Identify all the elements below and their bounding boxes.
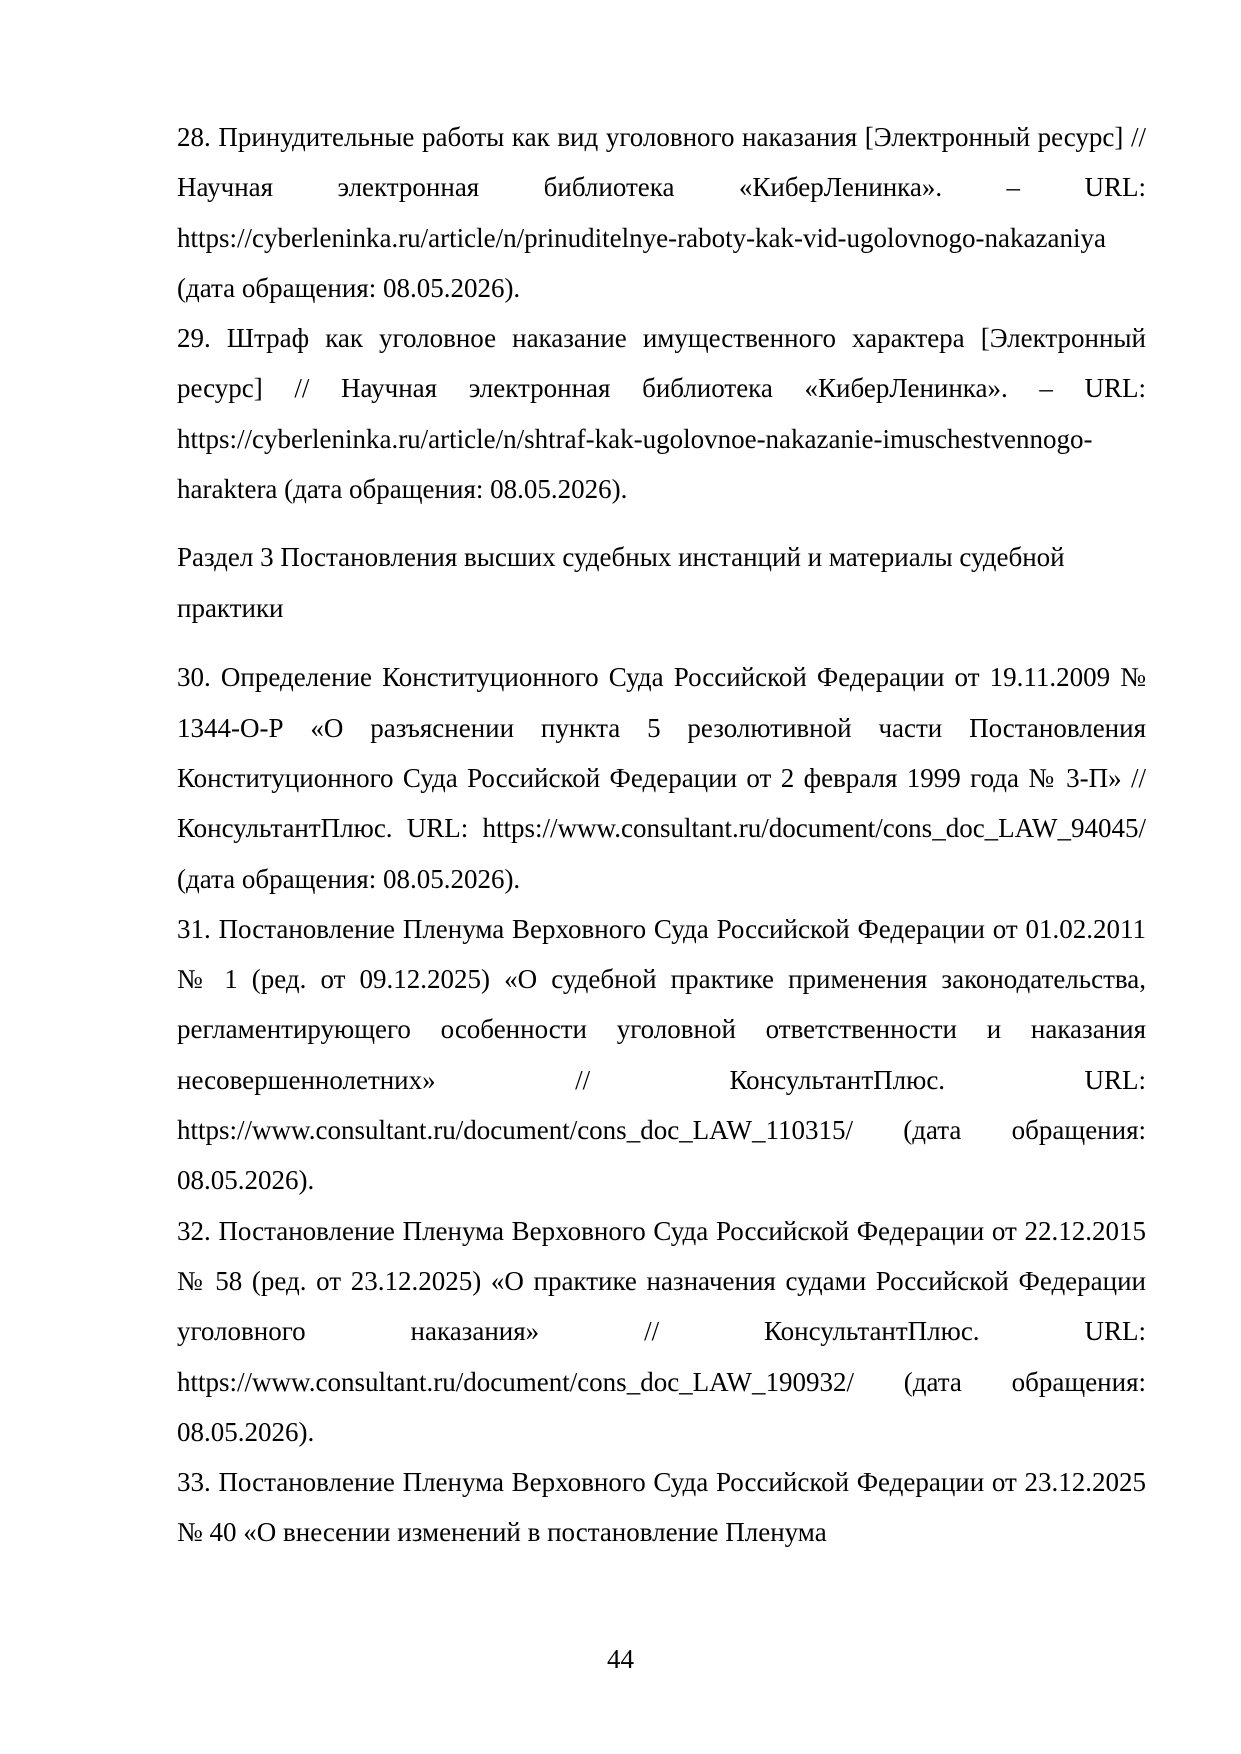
entry-number: 29. bbox=[177, 323, 211, 354]
entry-url: https://cyberleninka.ru/article/n/shtraf-kak-ugolovnoe-nakazanie-imuschestvennogo-haraktera bbox=[177, 423, 1093, 505]
entry-url: https://www.consultant.ru/document/cons_doc_LAW_94045/ bbox=[482, 813, 1146, 844]
entry-text: Постановление Пленума Верховного Суда Российской Федерации от 23.12.2025 № 40 «О внесении изменений в постановление Пленума bbox=[177, 1467, 1147, 1548]
entry-text: Определение Конституционного Суда Российской Федерации от 19.11.2009 № 1344-О-Р «О разъяснении пункта 5 резолютивной части Постановления Конституционного Суда Российской Федерации от 2 февраля 1999 года № 3-П» // КонсультантПлюс. URL: bbox=[177, 662, 1146, 844]
bibliography-entry-29 bbox=[177, 313, 1146, 514]
entry-text: Постановление Пленума Верховного Суда Российской Федерации от 01.02.2011 № 1 (ред. от 09.12.2025) «О судебной практике применения законодательства, регламентирующего особенности уголовной ответственности и наказания несовершеннолетних» // КонсультантПлюс. URL: bbox=[177, 913, 1147, 1095]
bibliography-entry-31 bbox=[177, 904, 1146, 1206]
bibliography-content bbox=[177, 112, 1146, 1558]
bibliography-entry-33 bbox=[177, 1457, 1146, 1558]
section-heading: Раздел 3 Постановления высших судебных инстанций и материалы судебной практики bbox=[177, 542, 1065, 624]
entry-access-date: (дата обращения: 08.05.2026). bbox=[177, 1115, 1146, 1196]
entry-access-date: (дата обращения: 08.05.2026). bbox=[177, 272, 521, 303]
entry-text: Штраф как уголовное наказание имущественного характера [Электронный ресурс] // Научная электронная библиотека «КиберЛенинка». – URL: bbox=[177, 323, 1146, 404]
entry-access-date: (дата обращения: 08.05.2026). bbox=[284, 474, 628, 505]
entry-text: Принудительные работы как вид уголовного наказания [Электронный ресурс] // Научная электронная библиотека «КиберЛенинка». – URL: bbox=[177, 122, 1146, 203]
entry-url: https://www.consultant.ru/document/cons_doc_LAW_110315/ bbox=[177, 1115, 853, 1146]
entry-url: https://www.consultant.ru/document/cons_doc_LAW_190932/ bbox=[177, 1366, 854, 1397]
entry-number: 33. bbox=[177, 1467, 211, 1498]
entry-text: Постановление Пленума Верховного Суда Российской Федерации от 22.12.2015 № 58 (ред. от 23.12.2025) «О практике назначения судами Российской Федерации уголовного наказания» // КонсультантПлюс. URL: bbox=[177, 1215, 1147, 1347]
entry-number: 30. bbox=[177, 662, 211, 693]
bibliography-entry-32 bbox=[177, 1206, 1146, 1457]
entry-access-date: (дата обращения: 08.05.2026). bbox=[177, 1366, 1146, 1447]
entry-number: 28. bbox=[177, 122, 211, 152]
page-number: 44 bbox=[607, 1644, 634, 1674]
entry-url: https://cyberleninka.ru/article/n/prinuditelnye-raboty-kak-vid-ugolovnogo-nakazaniya bbox=[177, 222, 1106, 253]
entry-access-date: (дата обращения: 08.05.2026). bbox=[177, 863, 521, 894]
entry-number: 32. bbox=[177, 1215, 211, 1246]
bibliography-entry-30 bbox=[177, 652, 1146, 903]
entry-number: 31. bbox=[177, 913, 211, 944]
bibliography-entry-28 bbox=[177, 112, 1146, 313]
